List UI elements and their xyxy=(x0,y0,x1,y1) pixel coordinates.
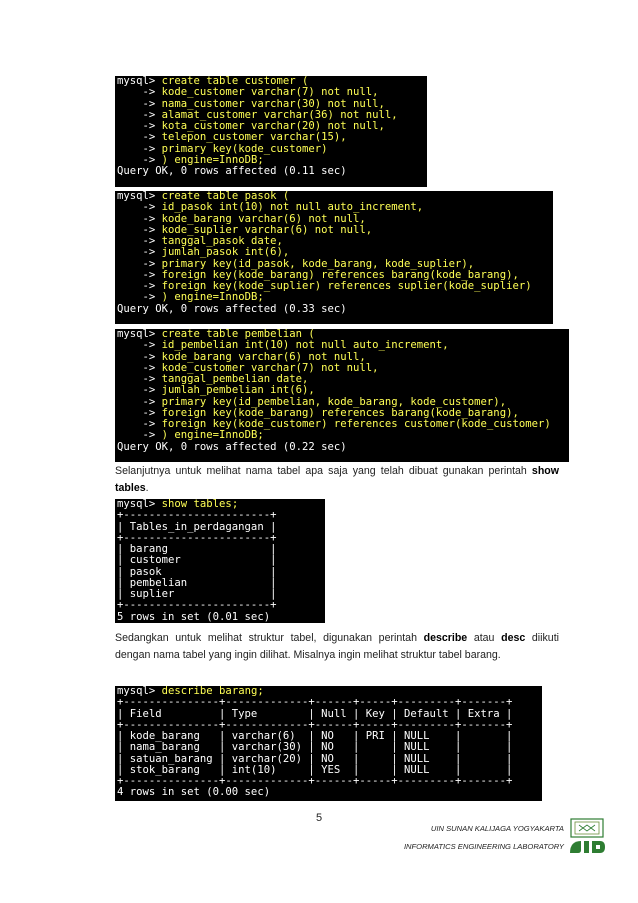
terminal-prompt: -> xyxy=(117,86,162,99)
terminal-command: id_pasok int(10) not null auto_increment, xyxy=(161,201,424,214)
terminal-prompt: -> xyxy=(117,142,162,155)
terminal-text xyxy=(115,329,569,453)
uin-logo-icon xyxy=(567,817,607,857)
footer-university: UIN SUNAN KALIJAGA YOGYAKARTA xyxy=(430,824,564,833)
terminal-command: kode_customer varchar(7) not null, xyxy=(161,86,379,99)
command-describe: describe xyxy=(423,632,468,644)
terminal-prompt: -> xyxy=(117,291,162,304)
terminal-prompt: mysql> xyxy=(117,686,162,697)
page-number: 5 xyxy=(315,812,323,824)
terminal-prompt: -> xyxy=(117,339,162,352)
terminal-prompt: | suplier | xyxy=(117,588,277,600)
terminal-text xyxy=(115,76,427,177)
terminal-prompt: +---------------+-------------+------+-----+---------+-------+ xyxy=(117,696,513,709)
terminal-command: alamat_customer varchar(36) not null, xyxy=(161,108,398,121)
terminal-prompt: -> xyxy=(117,246,162,259)
footer-lab: INFORMATICS ENGINEERING LABORATORY xyxy=(403,842,564,851)
terminal-command: primary key(id_pasok, kode_barang, kode_suplier), xyxy=(161,257,475,270)
terminal-prompt: +-----------------------+ xyxy=(117,509,277,522)
para2-text-2: atau xyxy=(467,632,502,644)
terminal-command: foreign key(kode_barang) references barang(kode_barang), xyxy=(161,406,519,419)
terminal-prompt: mysql> xyxy=(117,329,162,340)
terminal-prompt: Query OK, 0 rows affected (0.33 sec) xyxy=(117,302,347,315)
terminal-command: foreign key(kode_customer) references customer(kode_customer) xyxy=(161,418,551,430)
terminal-command: kode_barang varchar(6) not null, xyxy=(161,212,366,225)
terminal-command: telepon_customer varchar(15), xyxy=(161,131,347,144)
terminal-command: primary key(id_pembelian, kode_barang, kode_customer), xyxy=(161,395,507,408)
terminal-command: show tables; xyxy=(161,499,239,510)
terminal-prompt: -> xyxy=(117,257,162,270)
terminal-prompt: +-----------------------+ xyxy=(117,531,277,544)
terminal-command: ) engine=InnoDB; xyxy=(161,291,264,304)
terminal-prompt: | nama_barang | varchar(30) | NO | | NULL | | xyxy=(117,741,513,754)
terminal-prompt: -> xyxy=(117,201,162,214)
terminal-prompt: mysql> xyxy=(117,499,162,510)
terminal-prompt: -> xyxy=(117,406,162,419)
command-desc: desc xyxy=(501,632,526,644)
terminal-command: ) engine=InnoDB; xyxy=(161,153,264,166)
para2-text-1: Sedangkan untuk melihat struktur tabel, digunakan perintah xyxy=(115,632,424,644)
terminal-prompt: 4 rows in set (0.00 sec) xyxy=(117,786,271,799)
terminal-prompt: | kode_barang | varchar(6) | NO | PRI | NULL | | xyxy=(117,730,513,742)
terminal-prompt: | Tables_in_perdagangan | xyxy=(117,520,277,533)
terminal-create-pasok xyxy=(115,191,553,324)
terminal-prompt: +---------------+-------------+------+-----+---------+-------+ xyxy=(117,718,513,731)
terminal-command: id_pembelian int(10) not null auto_increment, xyxy=(161,339,449,352)
terminal-command: foreign key(kode_suplier) references suplier(kode_suplier) xyxy=(161,280,532,292)
paragraph-show-tables xyxy=(115,463,559,497)
terminal-prompt: Query OK, 0 rows affected (0.11 sec) xyxy=(117,165,347,177)
terminal-command: create table customer ( xyxy=(161,76,309,87)
terminal-text xyxy=(115,499,325,623)
terminal-prompt: -> xyxy=(117,418,162,430)
terminal-prompt: | pasok | xyxy=(117,565,277,578)
terminal-prompt: 5 rows in set (0.01 sec) xyxy=(117,610,271,623)
terminal-prompt: -> xyxy=(117,280,162,292)
terminal-prompt: +-----------------------+ xyxy=(117,599,277,612)
terminal-prompt: Query OK, 0 rows affected (0.22 sec) xyxy=(117,440,347,453)
terminal-command: ) engine=InnoDB; xyxy=(161,429,264,442)
terminal-prompt: -> xyxy=(117,120,162,132)
terminal-prompt: -> xyxy=(117,361,162,374)
terminal-command: kode_suplier varchar(6) not null, xyxy=(161,223,373,236)
para2-text-3: diikuti dengan nama tabel yang ingin dilihat. Misalnya ingin melihat struktur tabel barang. xyxy=(115,632,559,661)
terminal-show-tables xyxy=(115,499,325,623)
terminal-create-pembelian xyxy=(115,329,569,462)
terminal-command: jumlah_pembelian int(6), xyxy=(161,384,315,397)
terminal-command: describe barang; xyxy=(161,686,264,697)
terminal-prompt: +---------------+-------------+------+-----+---------+-------+ xyxy=(117,775,513,787)
paragraph-describe xyxy=(115,630,559,664)
terminal-prompt: -> xyxy=(117,131,162,144)
terminal-prompt: -> xyxy=(117,373,162,385)
terminal-prompt: -> xyxy=(117,153,162,166)
terminal-describe-barang xyxy=(115,686,542,801)
terminal-command: kode_barang varchar(6) not null, xyxy=(161,350,366,363)
terminal-prompt: -> xyxy=(117,212,162,225)
terminal-prompt: -> xyxy=(117,235,162,247)
terminal-prompt: -> xyxy=(117,384,162,397)
para1-end: . xyxy=(145,482,149,494)
terminal-command: foreign key(kode_barang) references barang(kode_barang), xyxy=(161,268,519,281)
terminal-text xyxy=(115,686,542,799)
terminal-prompt: -> xyxy=(117,108,162,121)
terminal-prompt: -> xyxy=(117,429,162,442)
terminal-command: tanggal_pembelian date, xyxy=(161,373,309,385)
terminal-prompt: -> xyxy=(117,97,162,110)
terminal-command: primary key(kode_customer) xyxy=(161,142,328,155)
terminal-text xyxy=(115,191,553,315)
terminal-prompt: -> xyxy=(117,223,162,236)
terminal-create-customer xyxy=(115,76,427,187)
terminal-command: create table pasok ( xyxy=(161,191,290,202)
terminal-command: nama_customer varchar(30) not null, xyxy=(161,97,385,110)
para1-text: Selanjutnya untuk melihat nama tabel apa saja yang telah dibuat gunakan perintah xyxy=(115,465,532,477)
terminal-prompt: | barang | xyxy=(117,543,277,555)
terminal-prompt: | customer | xyxy=(117,554,277,567)
terminal-prompt: mysql> xyxy=(117,191,162,202)
terminal-prompt: | Field | Type | Null | Key | Default | Extra | xyxy=(117,707,513,720)
terminal-prompt: | pembelian | xyxy=(117,576,277,589)
terminal-command: create table pembelian ( xyxy=(161,329,315,340)
terminal-command: jumlah_pasok int(6), xyxy=(161,246,290,259)
terminal-prompt: mysql> xyxy=(117,76,162,87)
terminal-command: tanggal_pasok date, xyxy=(161,235,283,247)
command-show-tables: show tables xyxy=(115,465,559,494)
terminal-prompt: | satuan_barang | varchar(20) | NO | | NULL | | xyxy=(117,752,513,765)
terminal-prompt: | stok_barang | int(10) | YES | | NULL | | xyxy=(117,763,513,776)
terminal-prompt: -> xyxy=(117,395,162,408)
terminal-command: kode_customer varchar(7) not null, xyxy=(161,361,379,374)
terminal-prompt: -> xyxy=(117,268,162,281)
terminal-prompt: -> xyxy=(117,350,162,363)
terminal-command: kota_customer varchar(20) not null, xyxy=(161,120,385,132)
